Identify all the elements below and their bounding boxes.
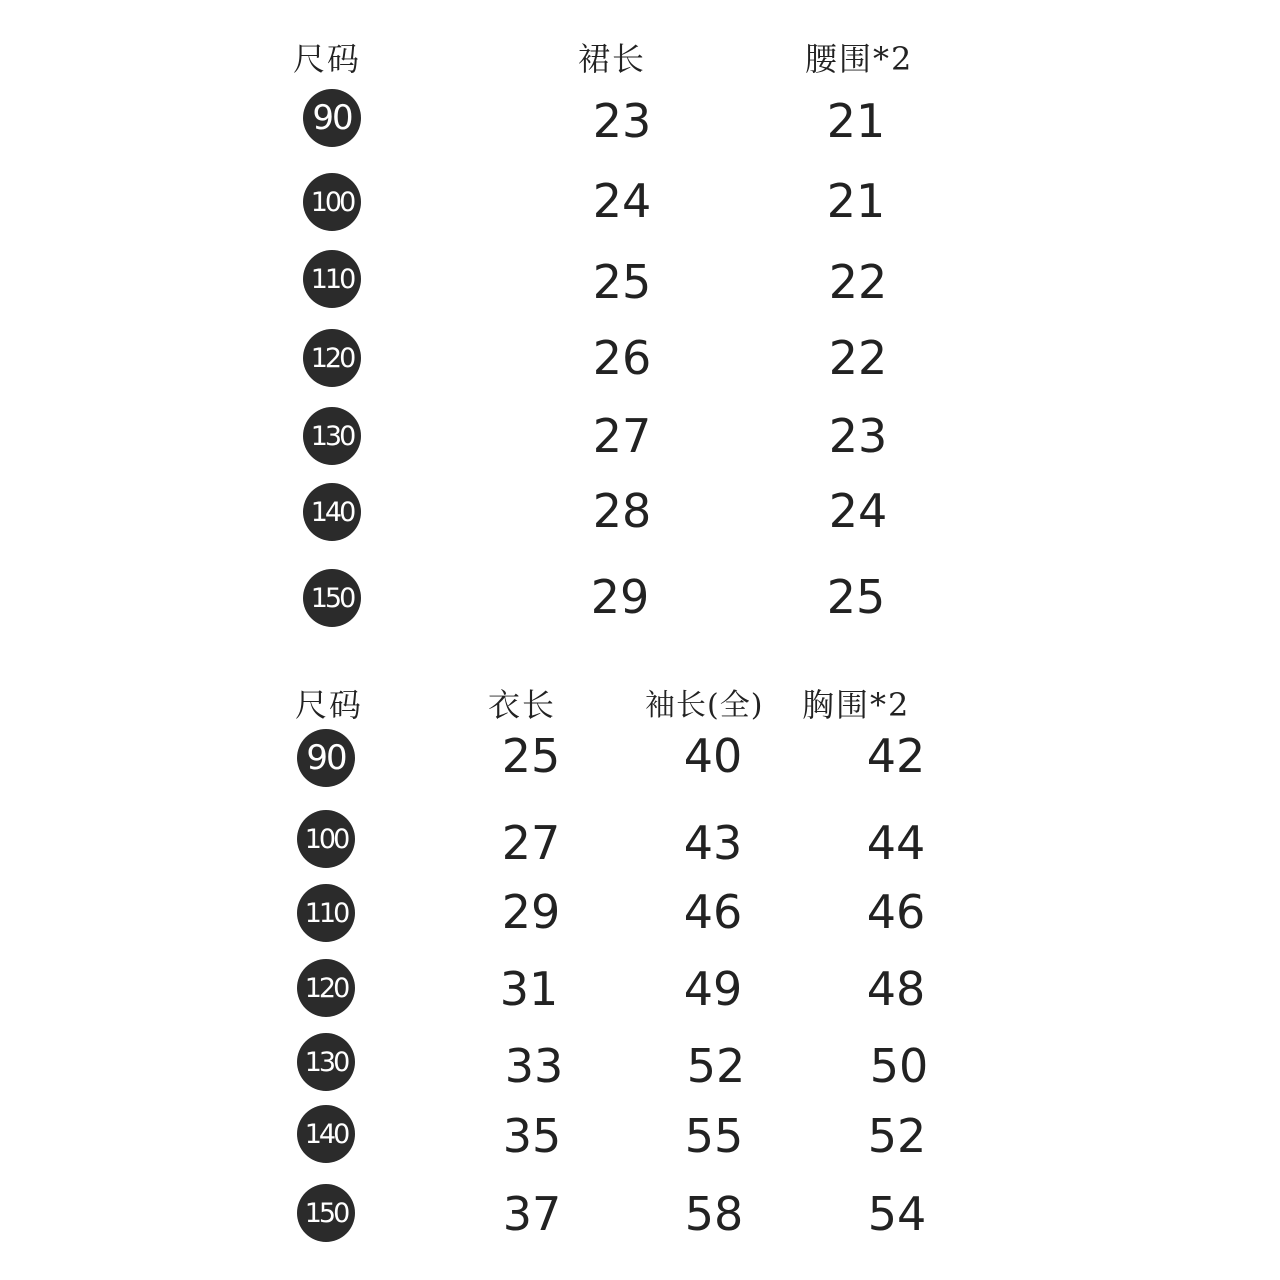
skirt-length-value: 29 <box>590 570 650 624</box>
chest-value: 42 <box>866 729 926 783</box>
chest-value: 46 <box>866 885 926 939</box>
waist-value: 25 <box>826 570 886 624</box>
size-badge: 110 <box>297 884 355 942</box>
header-chest: 胸围*2 <box>802 686 911 724</box>
sleeve-length-value: 55 <box>684 1109 744 1163</box>
size-badge: 130 <box>297 1033 355 1091</box>
top-length-value: 31 <box>499 962 559 1016</box>
header-skirt-length: 裙长 <box>578 40 647 78</box>
waist-value: 21 <box>826 94 886 148</box>
top-length-value: 33 <box>504 1039 564 1093</box>
skirt-length-value: 26 <box>592 331 652 385</box>
size-badge: 100 <box>303 173 361 231</box>
skirt-length-value: 27 <box>592 409 652 463</box>
top-length-value: 29 <box>501 885 561 939</box>
waist-value: 24 <box>828 484 888 538</box>
header-size: 尺码 <box>293 40 362 78</box>
header-size: 尺码 <box>295 686 364 724</box>
size-badge: 140 <box>297 1105 355 1163</box>
size-badge: 150 <box>297 1184 355 1242</box>
waist-value: 22 <box>828 255 888 309</box>
sleeve-length-value: 40 <box>683 729 743 783</box>
sleeve-length-value: 43 <box>683 816 743 870</box>
skirt-length-value: 24 <box>592 174 652 228</box>
skirt-length-value: 25 <box>592 255 652 309</box>
size-badge: 130 <box>303 407 361 465</box>
top-length-value: 25 <box>501 729 561 783</box>
skirt-length-value: 23 <box>592 94 652 148</box>
top-length-value: 27 <box>501 816 561 870</box>
size-badge: 140 <box>303 483 361 541</box>
sleeve-length-value: 46 <box>683 885 743 939</box>
skirt-length-value: 28 <box>592 484 652 538</box>
size-badge: 90 <box>297 729 355 787</box>
header-top-length: 衣长 <box>488 686 557 724</box>
chest-value: 52 <box>867 1109 927 1163</box>
top-length-value: 35 <box>502 1109 562 1163</box>
header-sleeve-length: 袖长(全) <box>645 688 764 723</box>
top-length-value: 37 <box>502 1187 562 1241</box>
size-badge: 90 <box>303 89 361 147</box>
size-badge: 110 <box>303 250 361 308</box>
sleeve-length-value: 58 <box>684 1187 744 1241</box>
size-badge: 100 <box>297 810 355 868</box>
chest-value: 54 <box>867 1187 927 1241</box>
size-badge: 150 <box>303 569 361 627</box>
sleeve-length-value: 52 <box>686 1039 746 1093</box>
chest-value: 44 <box>866 816 926 870</box>
waist-value: 22 <box>828 331 888 385</box>
chest-value: 48 <box>866 962 926 1016</box>
size-badge: 120 <box>303 329 361 387</box>
waist-value: 23 <box>828 409 888 463</box>
waist-value: 21 <box>826 174 886 228</box>
sleeve-length-value: 49 <box>683 962 743 1016</box>
header-waist: 腰围*2 <box>805 40 914 78</box>
chest-value: 50 <box>869 1039 929 1093</box>
size-badge: 120 <box>297 959 355 1017</box>
